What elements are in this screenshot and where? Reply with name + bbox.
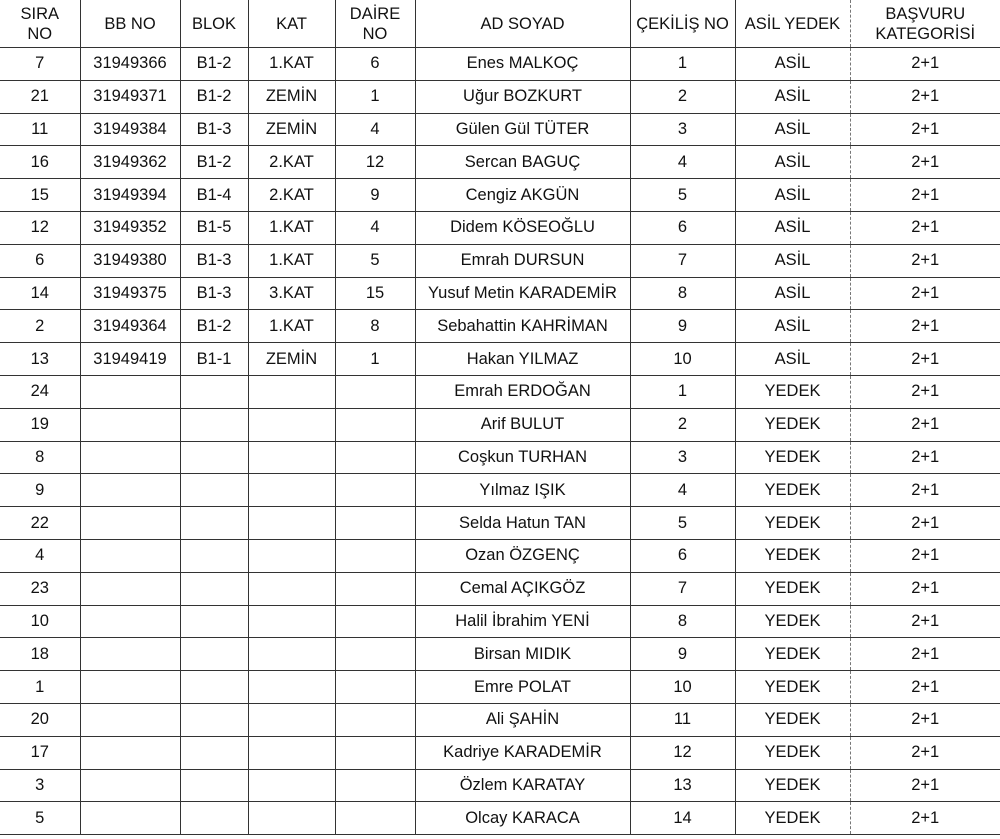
cell-basvuru-kategorisi: 2+1 <box>850 48 1000 81</box>
header-kat: KAT <box>248 0 335 48</box>
cell-kat: ZEMİN <box>248 343 335 376</box>
cell-basvuru-kategorisi: 2+1 <box>850 474 1000 507</box>
cell-asil-yedek: YEDEK <box>735 671 850 704</box>
cell-blok: B1-3 <box>180 244 248 277</box>
cell-sira-no: 15 <box>0 179 80 212</box>
header-bb-no: BB NO <box>80 0 180 48</box>
cell-blok <box>180 769 248 802</box>
cell-bb-no <box>80 671 180 704</box>
cell-bb-no <box>80 408 180 441</box>
cell-basvuru-kategorisi: 2+1 <box>850 375 1000 408</box>
cell-bb-no <box>80 539 180 572</box>
cell-cekilis-no: 14 <box>630 802 735 835</box>
cell-sira-no: 1 <box>0 671 80 704</box>
cell-blok: B1-3 <box>180 277 248 310</box>
cell-sira-no: 6 <box>0 244 80 277</box>
cell-cekilis-no: 6 <box>630 539 735 572</box>
table-row <box>0 605 1000 638</box>
cell-ad-soyad: Özlem KARATAY <box>415 769 630 802</box>
cell-basvuru-kategorisi: 2+1 <box>850 408 1000 441</box>
cell-kat: 1.KAT <box>248 211 335 244</box>
cell-kat <box>248 671 335 704</box>
cell-cekilis-no: 1 <box>630 48 735 81</box>
header-sira-no: SIRA NO <box>0 0 80 48</box>
cell-cekilis-no: 10 <box>630 343 735 376</box>
table-row <box>0 310 1000 343</box>
header-daire-no: DAİRE NO <box>335 0 415 48</box>
cell-basvuru-kategorisi: 2+1 <box>850 539 1000 572</box>
cell-sira-no: 12 <box>0 211 80 244</box>
cell-cekilis-no: 10 <box>630 671 735 704</box>
cell-asil-yedek: ASİL <box>735 244 850 277</box>
cell-asil-yedek: ASİL <box>735 211 850 244</box>
cell-ad-soyad: Birsan MIDIK <box>415 638 630 671</box>
cell-sira-no: 20 <box>0 703 80 736</box>
cell-kat <box>248 638 335 671</box>
cell-basvuru-kategorisi: 2+1 <box>850 310 1000 343</box>
cell-asil-yedek: YEDEK <box>735 769 850 802</box>
table-row <box>0 441 1000 474</box>
cell-blok: B1-3 <box>180 113 248 146</box>
cell-blok <box>180 507 248 540</box>
cell-daire-no: 6 <box>335 48 415 81</box>
cell-ad-soyad: Gülen Gül TÜTER <box>415 113 630 146</box>
table-row <box>0 244 1000 277</box>
cell-asil-yedek: YEDEK <box>735 572 850 605</box>
cell-blok <box>180 671 248 704</box>
cell-ad-soyad: Arif BULUT <box>415 408 630 441</box>
cell-sira-no: 10 <box>0 605 80 638</box>
cell-ad-soyad: Hakan YILMAZ <box>415 343 630 376</box>
cell-daire-no <box>335 736 415 769</box>
cell-bb-no <box>80 638 180 671</box>
cell-bb-no <box>80 375 180 408</box>
cell-basvuru-kategorisi: 2+1 <box>850 802 1000 835</box>
cell-asil-yedek: YEDEK <box>735 441 850 474</box>
cell-cekilis-no: 5 <box>630 179 735 212</box>
cell-ad-soyad: Cemal AÇIKGÖZ <box>415 572 630 605</box>
cell-cekilis-no: 11 <box>630 703 735 736</box>
cell-asil-yedek: ASİL <box>735 113 850 146</box>
table-row <box>0 277 1000 310</box>
table-row <box>0 474 1000 507</box>
cell-ad-soyad: Emre POLAT <box>415 671 630 704</box>
cell-kat <box>248 441 335 474</box>
table-row <box>0 736 1000 769</box>
cell-sira-no: 13 <box>0 343 80 376</box>
cell-kat <box>248 507 335 540</box>
cell-cekilis-no: 8 <box>630 277 735 310</box>
cell-cekilis-no: 9 <box>630 310 735 343</box>
cell-cekilis-no: 3 <box>630 113 735 146</box>
cell-cekilis-no: 5 <box>630 507 735 540</box>
cell-ad-soyad: Emrah ERDOĞAN <box>415 375 630 408</box>
cell-ad-soyad: Didem KÖSEOĞLU <box>415 211 630 244</box>
cell-bb-no <box>80 572 180 605</box>
cell-blok <box>180 605 248 638</box>
cell-basvuru-kategorisi: 2+1 <box>850 671 1000 704</box>
table-row <box>0 113 1000 146</box>
cell-bb-no <box>80 736 180 769</box>
cell-kat <box>248 769 335 802</box>
table-row <box>0 539 1000 572</box>
cell-ad-soyad: Yılmaz IŞIK <box>415 474 630 507</box>
cell-sira-no: 8 <box>0 441 80 474</box>
cell-ad-soyad: Ali ŞAHİN <box>415 703 630 736</box>
cell-ad-soyad: Olcay KARACA <box>415 802 630 835</box>
table-row <box>0 703 1000 736</box>
cell-sira-no: 21 <box>0 80 80 113</box>
cell-bb-no <box>80 605 180 638</box>
cell-asil-yedek: YEDEK <box>735 736 850 769</box>
table-row <box>0 638 1000 671</box>
cell-cekilis-no: 3 <box>630 441 735 474</box>
cell-asil-yedek: YEDEK <box>735 605 850 638</box>
cell-daire-no <box>335 375 415 408</box>
cell-cekilis-no: 8 <box>630 605 735 638</box>
cell-daire-no: 9 <box>335 179 415 212</box>
cell-sira-no: 19 <box>0 408 80 441</box>
cell-kat <box>248 605 335 638</box>
table-row <box>0 211 1000 244</box>
cell-basvuru-kategorisi: 2+1 <box>850 441 1000 474</box>
cell-sira-no: 5 <box>0 802 80 835</box>
cell-ad-soyad: Yusuf Metin KARADEMİR <box>415 277 630 310</box>
cell-asil-yedek: YEDEK <box>735 539 850 572</box>
cell-daire-no: 1 <box>335 80 415 113</box>
cell-sira-no: 16 <box>0 146 80 179</box>
cell-daire-no <box>335 703 415 736</box>
cell-basvuru-kategorisi: 2+1 <box>850 572 1000 605</box>
table-row <box>0 146 1000 179</box>
cell-kat: ZEMİN <box>248 80 335 113</box>
cell-daire-no: 8 <box>335 310 415 343</box>
cell-bb-no <box>80 802 180 835</box>
table-row <box>0 179 1000 212</box>
cell-sira-no: 24 <box>0 375 80 408</box>
cell-bb-no <box>80 507 180 540</box>
cell-kat <box>248 375 335 408</box>
cell-daire-no <box>335 507 415 540</box>
cell-daire-no: 4 <box>335 211 415 244</box>
cell-bb-no: 31949371 <box>80 80 180 113</box>
cell-blok: B1-2 <box>180 80 248 113</box>
cell-sira-no: 22 <box>0 507 80 540</box>
cell-bb-no: 31949352 <box>80 211 180 244</box>
cell-ad-soyad: Sebahattin KAHRİMAN <box>415 310 630 343</box>
cell-bb-no: 31949380 <box>80 244 180 277</box>
cell-cekilis-no: 4 <box>630 474 735 507</box>
cell-kat: 2.KAT <box>248 179 335 212</box>
cell-basvuru-kategorisi: 2+1 <box>850 211 1000 244</box>
cell-kat <box>248 703 335 736</box>
cell-cekilis-no: 2 <box>630 80 735 113</box>
table-row <box>0 671 1000 704</box>
cell-cekilis-no: 7 <box>630 572 735 605</box>
cell-asil-yedek: ASİL <box>735 48 850 81</box>
cell-blok <box>180 441 248 474</box>
cell-bb-no: 31949419 <box>80 343 180 376</box>
cell-ad-soyad: Selda Hatun TAN <box>415 507 630 540</box>
table-row <box>0 375 1000 408</box>
cell-basvuru-kategorisi: 2+1 <box>850 343 1000 376</box>
cell-sira-no: 23 <box>0 572 80 605</box>
cell-cekilis-no: 1 <box>630 375 735 408</box>
cell-sira-no: 3 <box>0 769 80 802</box>
cell-asil-yedek: ASİL <box>735 277 850 310</box>
cell-blok <box>180 572 248 605</box>
cell-daire-no <box>335 539 415 572</box>
table-row <box>0 408 1000 441</box>
header-basvuru-kategorisi: BAŞVURU KATEGORİSİ <box>850 0 1000 48</box>
table-row <box>0 48 1000 81</box>
cell-kat: ZEMİN <box>248 113 335 146</box>
cell-blok <box>180 802 248 835</box>
cell-kat <box>248 736 335 769</box>
cell-blok: B1-2 <box>180 48 248 81</box>
cell-ad-soyad: Sercan BAGUÇ <box>415 146 630 179</box>
table-row <box>0 507 1000 540</box>
cell-asil-yedek: ASİL <box>735 146 850 179</box>
header-ad-soyad: AD SOYAD <box>415 0 630 48</box>
cell-daire-no <box>335 408 415 441</box>
cell-blok <box>180 474 248 507</box>
table-body <box>0 48 1000 835</box>
cell-ad-soyad: Kadriye KARADEMİR <box>415 736 630 769</box>
cell-sira-no: 2 <box>0 310 80 343</box>
cell-ad-soyad: Coşkun TURHAN <box>415 441 630 474</box>
cell-blok: B1-4 <box>180 179 248 212</box>
cell-daire-no: 12 <box>335 146 415 179</box>
cell-kat: 1.KAT <box>248 310 335 343</box>
cell-daire-no <box>335 605 415 638</box>
cell-asil-yedek: ASİL <box>735 80 850 113</box>
cell-sira-no: 17 <box>0 736 80 769</box>
header-cekilis-no: ÇEKİLİŞ NO <box>630 0 735 48</box>
cell-asil-yedek: YEDEK <box>735 802 850 835</box>
cell-kat <box>248 802 335 835</box>
cell-blok: B1-2 <box>180 146 248 179</box>
cell-bb-no <box>80 769 180 802</box>
cell-blok <box>180 638 248 671</box>
cell-asil-yedek: YEDEK <box>735 638 850 671</box>
cell-sira-no: 7 <box>0 48 80 81</box>
cell-blok <box>180 539 248 572</box>
cell-asil-yedek: ASİL <box>735 310 850 343</box>
table-row <box>0 572 1000 605</box>
cell-cekilis-no: 2 <box>630 408 735 441</box>
cell-cekilis-no: 9 <box>630 638 735 671</box>
cell-basvuru-kategorisi: 2+1 <box>850 244 1000 277</box>
cell-asil-yedek: ASİL <box>735 179 850 212</box>
table-row <box>0 769 1000 802</box>
cell-ad-soyad: Enes MALKOÇ <box>415 48 630 81</box>
cell-cekilis-no: 7 <box>630 244 735 277</box>
cell-sira-no: 9 <box>0 474 80 507</box>
cell-blok: B1-2 <box>180 310 248 343</box>
cell-sira-no: 11 <box>0 113 80 146</box>
cell-kat: 2.KAT <box>248 146 335 179</box>
cell-ad-soyad: Cengiz AKGÜN <box>415 179 630 212</box>
cell-daire-no: 4 <box>335 113 415 146</box>
cell-bb-no <box>80 441 180 474</box>
cell-daire-no <box>335 638 415 671</box>
header-asil-yedek: ASİL YEDEK <box>735 0 850 48</box>
cell-daire-no <box>335 802 415 835</box>
cell-daire-no <box>335 572 415 605</box>
cell-asil-yedek: YEDEK <box>735 474 850 507</box>
cell-bb-no: 31949366 <box>80 48 180 81</box>
cell-kat: 1.KAT <box>248 48 335 81</box>
cell-asil-yedek: YEDEK <box>735 375 850 408</box>
cell-daire-no: 15 <box>335 277 415 310</box>
cell-asil-yedek: YEDEK <box>735 408 850 441</box>
cell-kat <box>248 408 335 441</box>
cell-cekilis-no: 13 <box>630 769 735 802</box>
cell-kat: 1.KAT <box>248 244 335 277</box>
table-row <box>0 343 1000 376</box>
cell-daire-no <box>335 441 415 474</box>
cell-cekilis-no: 4 <box>630 146 735 179</box>
cell-basvuru-kategorisi: 2+1 <box>850 736 1000 769</box>
cell-cekilis-no: 12 <box>630 736 735 769</box>
cell-basvuru-kategorisi: 2+1 <box>850 277 1000 310</box>
cell-basvuru-kategorisi: 2+1 <box>850 179 1000 212</box>
cell-daire-no <box>335 671 415 704</box>
cell-sira-no: 18 <box>0 638 80 671</box>
cell-bb-no <box>80 474 180 507</box>
cell-cekilis-no: 6 <box>630 211 735 244</box>
cell-basvuru-kategorisi: 2+1 <box>850 638 1000 671</box>
cell-bb-no <box>80 703 180 736</box>
cell-blok <box>180 736 248 769</box>
cell-kat <box>248 474 335 507</box>
cell-basvuru-kategorisi: 2+1 <box>850 80 1000 113</box>
cell-blok <box>180 375 248 408</box>
cell-blok <box>180 703 248 736</box>
table-row <box>0 80 1000 113</box>
cell-blok <box>180 408 248 441</box>
cell-bb-no: 31949364 <box>80 310 180 343</box>
cell-ad-soyad: Uğur BOZKURT <box>415 80 630 113</box>
cell-blok: B1-5 <box>180 211 248 244</box>
cell-daire-no <box>335 474 415 507</box>
cell-basvuru-kategorisi: 2+1 <box>850 605 1000 638</box>
cell-daire-no <box>335 769 415 802</box>
cell-basvuru-kategorisi: 2+1 <box>850 146 1000 179</box>
cell-blok: B1-1 <box>180 343 248 376</box>
cell-bb-no: 31949394 <box>80 179 180 212</box>
cell-asil-yedek: YEDEK <box>735 703 850 736</box>
header-blok: BLOK <box>180 0 248 48</box>
cell-ad-soyad: Emrah DURSUN <box>415 244 630 277</box>
cell-basvuru-kategorisi: 2+1 <box>850 507 1000 540</box>
cell-bb-no: 31949375 <box>80 277 180 310</box>
cell-basvuru-kategorisi: 2+1 <box>850 113 1000 146</box>
cell-kat <box>248 539 335 572</box>
table-row <box>0 802 1000 835</box>
cell-kat <box>248 572 335 605</box>
cell-daire-no: 5 <box>335 244 415 277</box>
cell-asil-yedek: YEDEK <box>735 507 850 540</box>
cell-sira-no: 4 <box>0 539 80 572</box>
cell-ad-soyad: Ozan ÖZGENÇ <box>415 539 630 572</box>
cell-asil-yedek: ASİL <box>735 343 850 376</box>
cell-sira-no: 14 <box>0 277 80 310</box>
cell-daire-no: 1 <box>335 343 415 376</box>
cell-bb-no: 31949362 <box>80 146 180 179</box>
cell-basvuru-kategorisi: 2+1 <box>850 703 1000 736</box>
cell-kat: 3.KAT <box>248 277 335 310</box>
cell-ad-soyad: Halil İbrahim YENİ <box>415 605 630 638</box>
cell-basvuru-kategorisi: 2+1 <box>850 769 1000 802</box>
cell-bb-no: 31949384 <box>80 113 180 146</box>
header-row <box>0 0 1000 48</box>
